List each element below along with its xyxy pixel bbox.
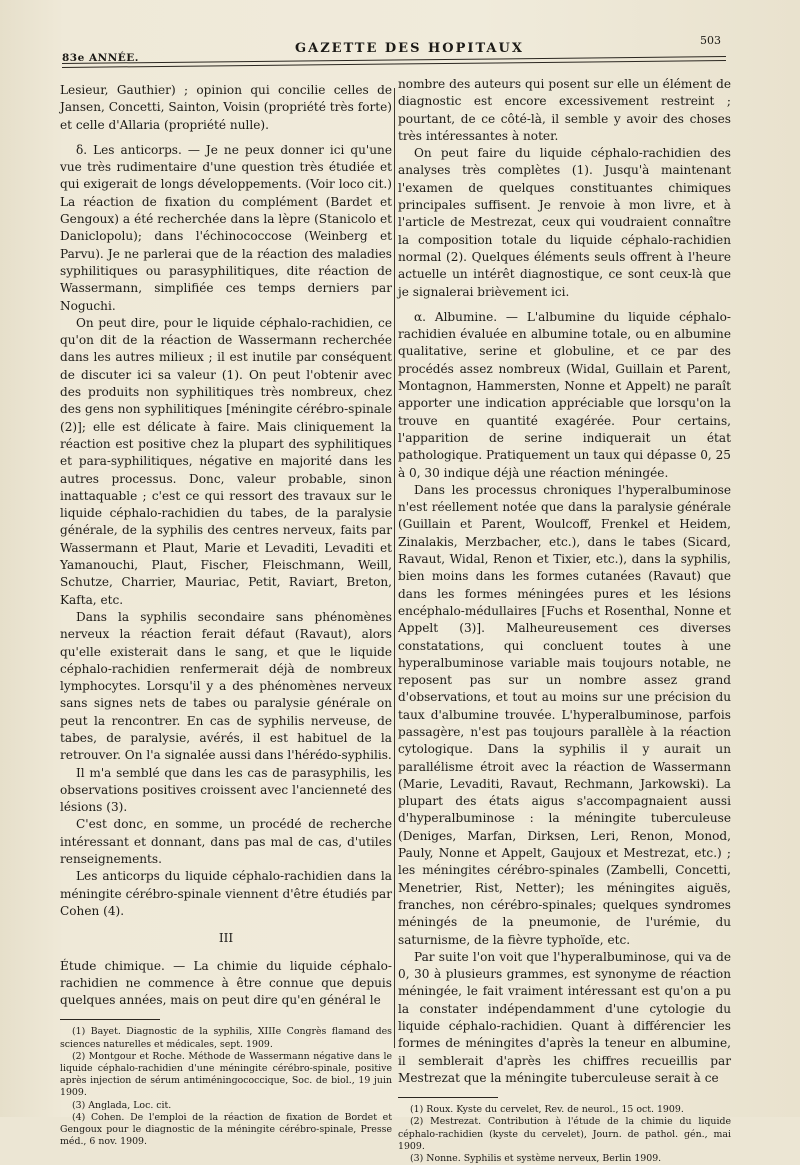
footnote: (2) Montgour et Roche. Méthode de Wassermann négative dans le liquide céphalo-rachidien d'une méningite cérébro-spinale, positive après injection de sérum antiméningococcique, Soc. de biol., 19 juin 1909. (60, 1050, 392, 1099)
paragraph: Lesieur, Gauthier) ; opinion qui concilie celles de Jansen, Concetti, Sainton, Voisin (propriété très forte) et celle d'Allaria (propriété nulle). (60, 83, 392, 132)
footnote: (1) Bayet. Diagnostic de la syphilis, XIIIe Congrès flamand des sciences naturelles et médicales, sept. 1909. (60, 1026, 392, 1050)
page-number: 503 (700, 34, 721, 47)
paragraph: nombre des auteurs qui posent sur elle un élément de diagnostic est encore excessivement restreint ; pourtant, de ce côté-là, il semble y avoir des choses très intéressantes à noter. (398, 77, 731, 143)
footnote-rule (60, 1019, 160, 1020)
right-column (398, 76, 731, 1165)
paragraph-albumine: α. Albumine. — L'albumine du liquide céphalo-rachidien évaluée en albumine totale, ou en albumine qualitative, serine et globuline, et ce par des procédés assez nombreux (Widal, Guillain et Parent, Montagnon, Hammersten, Nonne et Appelt) ne paraît apporter une indication appréciable que lorsqu'on la trouve en quantité exagérée. Pour certains, l'apparition de serine indiquerait un état pathologique. Pratiquement un taux qui dépasse 0, 25 à 0, 30 indique déjà une réaction méningée. (398, 309, 731, 480)
footnote: (1) Roux. Kyste du cervelet, Rev. de neurol., 15 oct. 1909. (410, 1104, 684, 1116)
paragraph-anticorps: δ. Les anticorps. — Je ne peux donner ici qu'une vue très rudimentaire d'une question très étudiée et qui exigerait de longs développements. (Voir loco cit.) La réaction de fixation du complément (Bardet et Gengoux) a été recherchée dans la lèpre (Stanicolo et Daniclopolu); dans l'échinococcose (Weinberg et Parvu). Je ne parlerai que de la réaction des maladies syphilitiques ou parasyphilitiques, dite réaction de Wassermann, simplifiée ces temps derniers par Noguchi. (60, 142, 392, 313)
paragraph: Les anticorps du liquide céphalo-rachidien dans la méningite cérébro-spinale viennent d'être étudiés par Cohen (4). (60, 869, 392, 918)
column-divider (394, 88, 395, 1048)
footnote-rule (398, 1097, 498, 1098)
paragraph: On peut dire, pour le liquide céphalo-rachidien, ce qu'on dit de la réaction de Wassermann recherchée dans les autres milieux ; il est inutile par conséquent de discuter ici sa valeur (1). On peut l'obtenir avec des produits non syphilitiques très nombreux, chez des gens non syphilitiques [méningite cérébro-spinale (2)]; elle est délicate à faire. Mais cliniquement la réaction est positive chez la plupart des syphilitiques et para-syphilitiques, négative en majorité dans les autres processus. Donc, valeur probable, sinon inattaquable ; c'est ce qui ressort des travaux sur le liquide céphalo-rachidien du tabes, de la paralysie générale, de la syphilis des centres nerveux, faits par Wassermann et Plaut, Marie et Levaditi, Levaditi et Yamanouchi, Plaut, Fischer, Fleischmann, Weill, Schutze, Charrier, Mauriac, Petit, Raviart, Breton, Kafta, etc. (60, 315, 392, 607)
footnote: (3) Nonne. Syphilis et système nerveux, Berlin 1909. (410, 1153, 662, 1165)
paragraph: Dans les processus chroniques l'hyperalbuminose n'est réellement notée que dans la paralysie générale (Guillain et Parent, Woulcoff, Frenkel et Heidem, Zinalakis, Merzbacher, etc.), dans le tabes (Sicard, Ravaut, Widal, Renon et Tixier, etc.), dans la syphilis, bien moins dans les formes cutanées (Ravaut) que dans les formes méningées pures et les lésions encéphalo-médullaires [Fuchs et Rosenthal, Nonne et Appelt (3)]. Malheureusement ces diverses constatations, qui concluent toutes à une hyperalbuminose variable mais toujours notable, ne reposent pas sur un nombre assez grand d'observations, et tout au moins sur une précision du taux d'albumine trouvée. L'hyperalbuminose, parfois passagère, n'est pas toujours parallèle à la réaction cytologique. Dans la syphilis il y aurait un parallélisme étroit avec la réaction de Wassermann (Marie, Levaditi, Ravaut, Rechmann, Jarkowski). La plupart des états aigus s'accompagnaient aussi d'hyperalbuminose : la méningite tuberculeuse (Deniges, Marfan, Dirksen, Leri, Renon, Monod, Pauly, Nonne et Appelt, Gaujoux et Mestrezat, etc.) ; les méningites cérébro-spinales (Zambelli, Concetti, Menetrier, Rist, Netter); les méningites aiguës, franches, non cérébro-spinales; quelques syndromes méningés de la pneumonie, de l'urémie, du saturnisme, de la fièvre typhoïde, etc. (398, 482, 731, 947)
left-column (60, 82, 392, 1148)
footnote: (4) Cohen. De l'emploi de la réaction de fixation de Bordet et Gengoux pour le diagnostic de la méningite cérébro-spinale, Presse méd., 6 nov. 1909. (60, 1111, 392, 1148)
footnotes (398, 1104, 731, 1165)
footnotes (60, 1026, 392, 1148)
paragraph: Par suite l'on voit que l'hyperalbuminose, qui va de 0, 30 à plusieurs grammes, est synonyme de réaction méningée, le fait vraiment intéressant est qu'on a pu la constater indépendamment d'une cytologie du liquide céphalo-rachidien. Quant à différencier les formes de méningites d'après la teneur en albumine, il semblerait d'après les chiffres recueillis par Mestrezat que la méningite tuberculeuse serait à ce (398, 949, 731, 1085)
paragraph: On peut faire du liquide céphalo-rachidien des analyses très complètes (1). Jusqu'à maintenant l'examen de quelques constituantes chimiques principales suffisent. Je renvoie à mon livre, et à l'article de Mestrezat, ceux qui voudraient connaître la composition totale du liquide céphalo-rachidien normal (2). Quelques éléments seuls offrent à l'heure actuelle un intérêt diagnostique, ce sont ceux-là que je signalerai brièvement ici. (398, 146, 731, 299)
footnote: (3) Anglada, Loc. cit. (72, 1099, 172, 1111)
paragraph: Dans la syphilis secondaire sans phénomènes nerveux la réaction ferait défaut (Ravaut), alors qu'elle existerait dans le sang, et que le liquide céphalo-rachidien renfermerait déjà de nombreux lymphocytes. Lorsqu'il y a des phénomènes nerveux sans signes nets de tabes ou paralysie générale on peut la rencontrer. En cas de syphilis nerveuse, de tabes, de paralysie, avérés, il est habituel de la retrouver. On l'a signalée aussi dans l'hérédo-syphilis. (60, 609, 392, 763)
footnote: (2) Mestrezat. Contribution à l'étude de la chimie du liquide céphalo-rachidien (kyste du cervelet), Journ. de pathol. gén., mai 1909. (398, 1116, 731, 1152)
paragraph-chimie: Étude chimique. — La chimie du liquide céphalo-rachidien ne commence à être connue que depuis quelques années, mais on peut dire qu'en général le (60, 958, 392, 1008)
paragraph: C'est donc, en somme, un procédé de recherche intéressant et donnant, dans pas mal de cas, d'utiles renseignements. (60, 817, 392, 867)
paragraph: Il m'a semblé que dans les cas de parasyphilis, les observations positives croissent avec l'ancienneté des lésions (3). (60, 765, 392, 815)
section-heading: III (218, 931, 234, 946)
journal-title: GAZETTE DES HOPITAUX (295, 41, 524, 56)
journal-year: 83e ANNÉE. (62, 52, 139, 64)
